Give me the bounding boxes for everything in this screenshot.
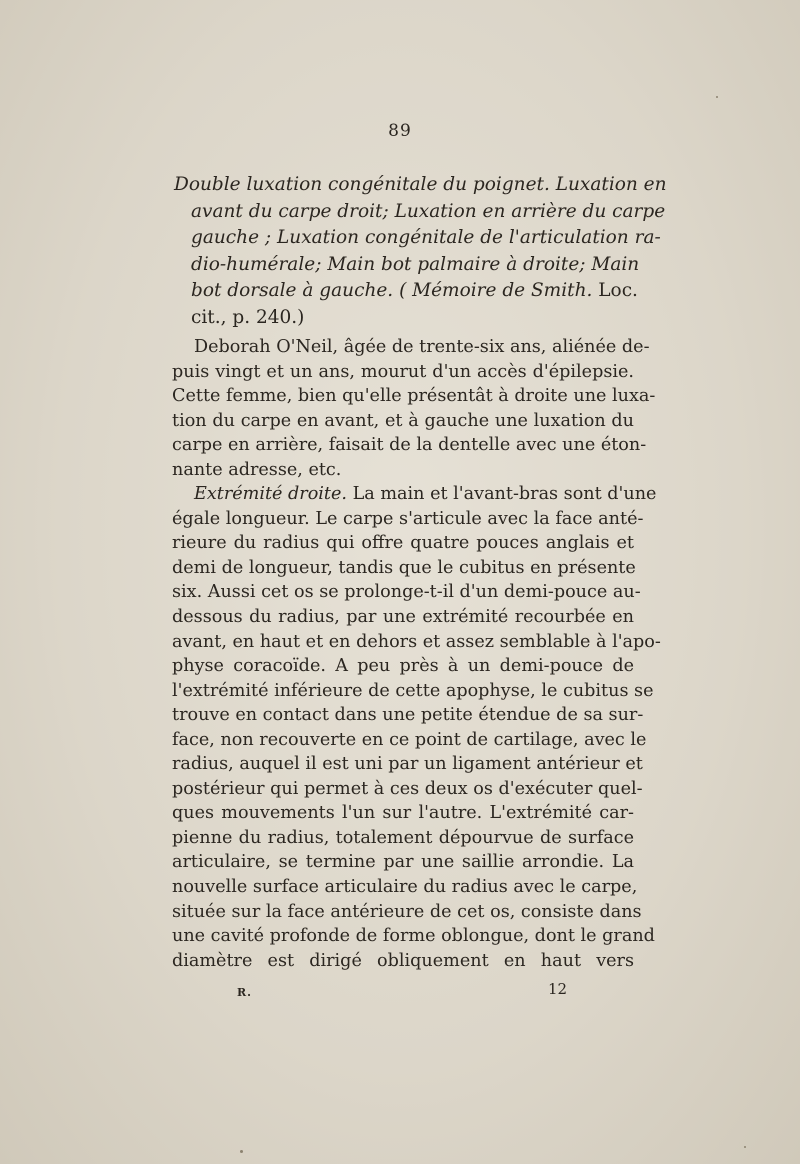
printer-signature: R.: [237, 986, 252, 999]
heading-line: avant du carpe droit; Luxation en arrière du carpe: [191, 200, 666, 222]
page-number: 89: [388, 121, 412, 141]
text-line: radius, auquel il est uni par un ligament antérieur et: [172, 754, 643, 775]
text-line: Deborah O'Neil, âgée de trente-six ans, aliénée de-: [194, 337, 650, 357]
heading-line: dio-humérale; Main bot palmaire à droite; Main: [191, 253, 640, 275]
paragraph-lead-rest: La main et l'avant-bras sont d'une: [347, 484, 657, 505]
heading-line-text: bot dorsale à gauche. ( Mémoire de Smith.: [191, 280, 593, 301]
text-line: face, non recouverte en ce point de cartilage, avec le: [172, 729, 647, 750]
text-line: rieure du radius qui offre quatre pouces anglais et: [172, 533, 634, 554]
paragraph: [172, 482, 661, 973]
text-line: Cette femme, bien qu'elle présentât à droite une luxa-: [172, 386, 656, 407]
text-line: carpe en arrière, faisait de la dentelle avec une éton-: [172, 435, 647, 456]
text-line: dessous du radius, par une extrémité recourbée en: [172, 607, 634, 628]
citation-tail: Loc.: [598, 280, 638, 301]
text-line: située sur la face antérieure de cet os, consiste dans: [172, 901, 642, 922]
paper-speck: [240, 1150, 243, 1153]
text-line: six. Aussi cet os se prolonge-t-il d'un demi-pouce au-: [172, 582, 641, 603]
text-line: puis vingt et un ans, mourut d'un accès d'épilepsie.: [172, 361, 634, 382]
text-line: articulaire, se termine par une saillie arrondie. La: [172, 852, 634, 873]
text-line: postérieur qui permet à ces deux os d'exécuter quel-: [172, 778, 643, 799]
text-line: nante adresse, etc.: [172, 459, 342, 480]
paper-speck: [744, 1146, 746, 1148]
text-line: une cavité profonde de forme oblongue, dont le grand: [172, 926, 655, 947]
paragraph-lead: Extrémité droite.: [194, 484, 348, 505]
heading-line: Double luxation congénitale du poignet. Luxation en: [174, 174, 667, 195]
paper-speck: [716, 96, 718, 98]
text-line: égale longueur. Le carpe s'articule avec la face anté-: [172, 508, 644, 529]
text-line: l'extrémité inférieure de cette apophyse, le cubitus se: [172, 680, 654, 701]
text-line: ques mouvements l'un sur l'autre. L'extrémité car-: [172, 803, 634, 824]
paragraph: [172, 335, 656, 482]
text-line: pienne du radius, totalement dépourvue de surface: [172, 827, 634, 848]
text-line: trouve en contact dans une petite étendue de sa sur-: [172, 705, 644, 726]
citation-line: cit., p. 240.): [191, 306, 305, 328]
sheet-number: 12: [548, 980, 568, 998]
heading-line: [174, 278, 638, 305]
text-line: demi de longueur, tandis que le cubitus en présente: [172, 557, 636, 578]
text-line: nouvelle surface articulaire du radius avec le carpe,: [172, 877, 638, 898]
body-text: [172, 335, 661, 973]
heading-line: gauche ; Luxation congénitale de l'articulation ra-: [191, 227, 661, 248]
text-line: avant, en haut et en dehors et assez semblable à l'apo-: [172, 631, 661, 652]
text-line: diamètre est dirigé obliquement en haut vers: [172, 950, 634, 971]
text-line: physe coracoïde. A peu près à un demi-pouce de: [172, 656, 634, 677]
text-line: [172, 482, 657, 507]
section-heading: [174, 172, 667, 331]
text-line: tion du carpe en avant, et à gauche une luxation du: [172, 410, 634, 431]
